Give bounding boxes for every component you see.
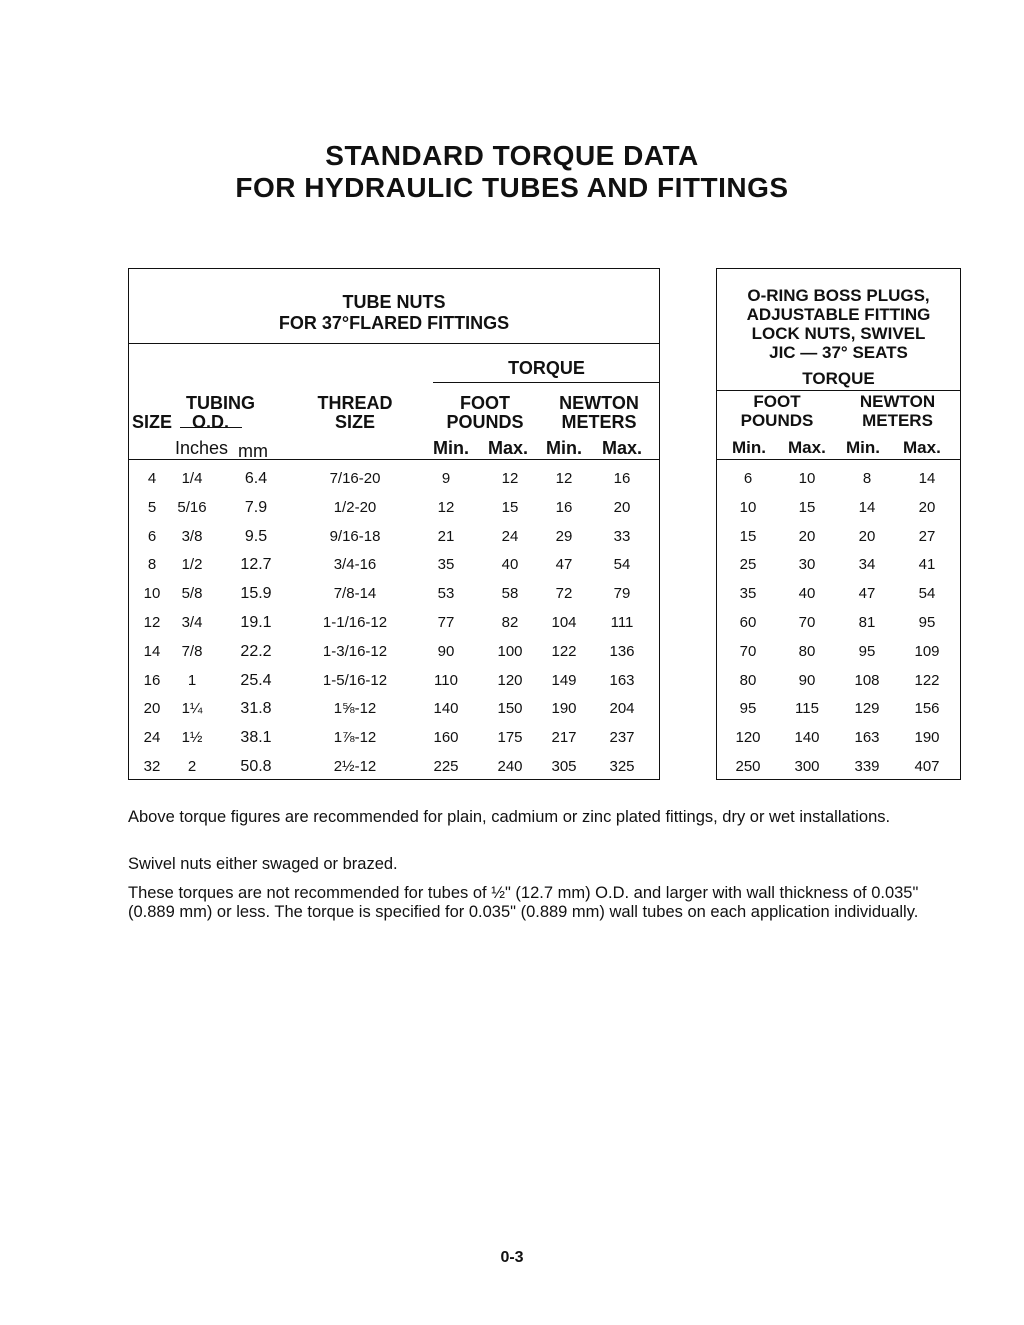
right-foot-min-cell: 35	[739, 585, 757, 603]
right-newton-max-cell: 20	[918, 498, 936, 516]
newton-max-header: Max.	[602, 438, 643, 458]
right-foot-max-cell: 300	[794, 758, 820, 775]
size-cell: 8	[147, 556, 157, 574]
foot-max-cell: 12	[501, 470, 519, 487]
foot-min-cell: 21	[437, 527, 455, 545]
size-cell: 6	[147, 527, 157, 545]
thread-header-2: SIZE	[334, 412, 375, 432]
od-header: O.D.	[192, 412, 230, 432]
tubing-mm-cell: 9.5	[244, 527, 268, 545]
foot-max-cell: 240	[497, 758, 523, 775]
tubing-mm-cell: 25.4	[240, 671, 272, 689]
right-newton-header-2: METERS	[862, 411, 933, 430]
newton-min-cell: 122	[551, 642, 577, 660]
right-newton-max-cell: 41	[918, 556, 936, 574]
page-title-line-1: STANDARD TORQUE DATA	[325, 140, 699, 171]
size-cell: 16	[143, 671, 161, 689]
thread-cell: 1⅝-12	[333, 700, 377, 718]
tubing-inches-cell: 5/16	[177, 498, 207, 516]
newton-min-cell: 47	[555, 556, 573, 574]
thread-cell: 7/8-14	[333, 585, 377, 603]
foot-min-cell: 160	[433, 729, 459, 747]
foot-min-cell: 35	[437, 556, 455, 574]
foot-min-cell: 77	[437, 614, 455, 631]
tubing-mm-cell: 22.2	[240, 642, 272, 660]
foot-max-cell: 24	[501, 527, 519, 545]
right-newton-min-cell: 81	[858, 614, 876, 631]
right-newton-min-cell: 129	[854, 700, 880, 718]
size-cell: 32	[143, 758, 161, 775]
inches-header: Inches	[175, 438, 229, 458]
right-foot-min-header: Min.	[732, 438, 766, 457]
newton-min-cell: 217	[551, 729, 577, 747]
page-number: 0-3	[500, 1249, 524, 1266]
foot-max-cell: 40	[501, 556, 519, 574]
right-foot-max-cell: 70	[798, 614, 816, 631]
right-newton-min-cell: 95	[858, 642, 876, 660]
right-foot-max-cell: 15	[798, 498, 816, 516]
right-caption-line-1: O-RING BOSS PLUGS,	[747, 286, 930, 305]
right-foot-max-cell: 20	[798, 527, 816, 545]
page-title-line-2: FOR HYDRAULIC TUBES AND FITTINGS	[235, 172, 789, 203]
right-foot-min-cell: 60	[739, 614, 757, 631]
left-torque-label: TORQUE	[508, 358, 585, 378]
thread-cell: 1/2-20	[333, 498, 377, 516]
right-newton-min-header: Min.	[846, 438, 880, 457]
thread-header-1: THREAD	[317, 393, 393, 413]
note-paragraph-1: Above torque figures are recommended for plain, cadmium or zinc plated fittings, dry or wet installations.	[128, 808, 891, 826]
tubing-inches-cell: 1/4	[181, 470, 203, 487]
table-rule	[128, 459, 660, 460]
right-newton-max-cell: 122	[914, 671, 940, 689]
right-foot-max-cell: 10	[798, 470, 816, 487]
right-foot-header-1: FOOT	[753, 392, 801, 411]
right-caption-line-4: JIC — 37° SEATS	[769, 343, 908, 362]
foot-max-cell: 82	[501, 614, 519, 631]
tubing-inches-cell: 1/2	[181, 556, 203, 574]
tubing-mm-cell: 12.7	[240, 556, 272, 574]
foot-min-cell: 12	[437, 498, 455, 516]
right-foot-min-cell: 95	[739, 700, 757, 718]
newton-min-header: Min.	[546, 438, 582, 458]
note-paragraph-3: These torques are not recommended for tubes of ½" (12.7 mm) O.D. and larger with wall thickness of 0.035" (0.889 mm) or less. The torque is specified for 0.035" (0.889 mm) wall tubes on each application individually.	[128, 884, 919, 921]
right-newton-max-cell: 27	[918, 527, 936, 545]
tubing-mm-cell: 15.9	[240, 585, 272, 603]
right-newton-max-cell: 95	[918, 614, 936, 631]
right-foot-max-cell: 40	[798, 585, 816, 603]
foot-min-cell: 225	[433, 758, 459, 775]
right-newton-min-cell: 34	[858, 556, 876, 574]
foot-header-1: FOOT	[460, 393, 510, 413]
tubing-mm-cell: 31.8	[240, 700, 272, 718]
table-rule	[716, 459, 961, 460]
newton-max-cell: 20	[613, 498, 631, 516]
right-newton-header-1: NEWTON	[859, 392, 936, 411]
newton-max-cell: 136	[609, 642, 635, 660]
size-cell: 5	[147, 498, 157, 516]
newton-min-cell: 12	[555, 470, 573, 487]
thread-cell: 1-1/16-12	[322, 614, 388, 631]
thread-cell: 1-5/16-12	[322, 671, 388, 689]
tubing-mm-cell: 6.4	[244, 470, 268, 487]
foot-max-cell: 150	[497, 700, 523, 718]
right-newton-max-cell: 407	[914, 758, 940, 775]
newton-min-cell: 104	[551, 614, 577, 631]
newton-header-1: NEWTON	[559, 393, 639, 413]
right-newton-max-header: Max.	[903, 438, 941, 457]
foot-min-cell: 110	[434, 671, 458, 689]
right-foot-min-cell: 70	[739, 642, 757, 660]
foot-min-cell: 53	[437, 585, 455, 603]
tubing-header: TUBING	[186, 393, 255, 413]
foot-max-cell: 120	[497, 671, 523, 689]
foot-max-cell: 175	[497, 729, 523, 747]
tubing-inches-cell: 2	[187, 758, 197, 775]
right-newton-max-cell: 54	[918, 585, 936, 603]
newton-min-cell: 149	[551, 671, 577, 689]
tubing-mm-cell: 38.1	[240, 729, 272, 747]
tubing-inches-cell: 3/8	[181, 527, 203, 545]
tubing-mm-cell: 7.9	[244, 498, 268, 516]
table-rule	[716, 390, 961, 391]
size-header: SIZE	[132, 412, 173, 432]
foot-max-cell: 15	[501, 498, 519, 516]
newton-max-cell: 163	[609, 671, 635, 689]
tubing-inches-cell: 1¼	[181, 700, 203, 718]
newton-min-cell: 190	[551, 700, 577, 718]
thread-cell: 9/16-18	[329, 527, 381, 545]
right-newton-min-cell: 108	[854, 671, 880, 689]
size-cell: 4	[147, 470, 157, 487]
newton-max-cell: 54	[613, 556, 631, 574]
right-newton-max-cell: 190	[914, 729, 940, 747]
tubing-inches-cell: 3/4	[181, 614, 203, 631]
mm-header: mm	[238, 441, 268, 461]
newton-header-2: METERS	[561, 412, 637, 432]
newton-max-cell: 237	[609, 729, 635, 747]
tubing-mm-cell: 19.1	[240, 614, 272, 631]
table-rule	[128, 343, 660, 344]
right-newton-min-cell: 8	[862, 470, 872, 487]
foot-min-cell: 9	[441, 470, 451, 487]
right-foot-max-header: Max.	[788, 438, 826, 457]
foot-header-2: POUNDS	[446, 412, 524, 432]
foot-min-cell: 90	[437, 642, 455, 660]
newton-max-cell: 325	[609, 758, 635, 775]
newton-max-cell: 79	[613, 585, 631, 603]
right-newton-min-cell: 47	[858, 585, 876, 603]
right-foot-min-cell: 6	[743, 470, 753, 487]
right-foot-max-cell: 80	[798, 642, 816, 660]
thread-cell: 1-3/16-12	[322, 642, 388, 660]
foot-min-cell: 140	[433, 700, 459, 718]
right-foot-min-cell: 120	[735, 729, 761, 747]
size-cell: 14	[143, 642, 161, 660]
right-foot-min-cell: 25	[739, 556, 757, 574]
size-cell: 12	[143, 614, 161, 631]
newton-max-cell: 111	[610, 614, 634, 631]
right-newton-min-cell: 20	[858, 527, 876, 545]
right-foot-min-cell: 10	[739, 498, 757, 516]
thread-cell: 3/4-16	[333, 556, 377, 574]
right-newton-max-cell: 109	[914, 642, 940, 660]
newton-max-cell: 16	[613, 470, 631, 487]
thread-cell: 2½-12	[333, 758, 377, 775]
foot-max-cell: 100	[497, 642, 523, 660]
newton-min-cell: 29	[555, 527, 573, 545]
foot-min-header: Min.	[433, 438, 469, 458]
right-caption-line-2: ADJUSTABLE FITTING	[746, 305, 931, 324]
newton-min-cell: 305	[551, 758, 577, 775]
size-cell: 24	[143, 729, 161, 747]
newton-min-cell: 16	[555, 498, 573, 516]
right-foot-min-cell: 250	[735, 758, 761, 775]
foot-max-header: Max.	[488, 438, 529, 458]
tubing-inches-cell: 1	[187, 671, 197, 689]
right-caption-line-3: LOCK NUTS, SWIVEL	[751, 324, 926, 343]
tubing-mm-cell: 50.8	[240, 758, 272, 775]
torque-rule	[433, 382, 660, 383]
right-torque-label: TORQUE	[802, 369, 875, 388]
note-paragraph-2: Swivel nuts either swaged or brazed.	[128, 855, 398, 873]
tubing-inches-cell: 7/8	[181, 642, 203, 660]
right-foot-min-cell: 15	[739, 527, 757, 545]
newton-min-cell: 72	[555, 585, 573, 603]
left-caption-line-2: FOR 37°FLARED FITTINGS	[278, 313, 510, 333]
left-caption-line-1: TUBE NUTS	[342, 292, 446, 312]
thread-cell: 1⅞-12	[333, 729, 377, 747]
size-cell: 20	[143, 700, 161, 718]
foot-max-cell: 58	[501, 585, 519, 603]
newton-max-cell: 204	[609, 700, 635, 718]
right-foot-max-cell: 90	[798, 671, 816, 689]
right-foot-min-cell: 80	[739, 671, 757, 689]
right-foot-header-2: POUNDS	[740, 411, 814, 430]
thread-cell: 7/16-20	[329, 470, 381, 487]
right-foot-max-cell: 115	[795, 700, 819, 718]
right-newton-min-cell: 163	[854, 729, 880, 747]
right-newton-max-cell: 156	[914, 700, 940, 718]
right-newton-min-cell: 14	[858, 498, 876, 516]
size-cell: 10	[143, 585, 161, 603]
right-foot-max-cell: 140	[794, 729, 820, 747]
tubing-inches-cell: 5/8	[181, 585, 203, 603]
right-newton-min-cell: 339	[854, 758, 880, 775]
right-foot-max-cell: 30	[798, 556, 816, 574]
newton-max-cell: 33	[613, 527, 631, 545]
tubing-inches-cell: 1½	[181, 729, 203, 747]
right-newton-max-cell: 14	[918, 470, 936, 487]
